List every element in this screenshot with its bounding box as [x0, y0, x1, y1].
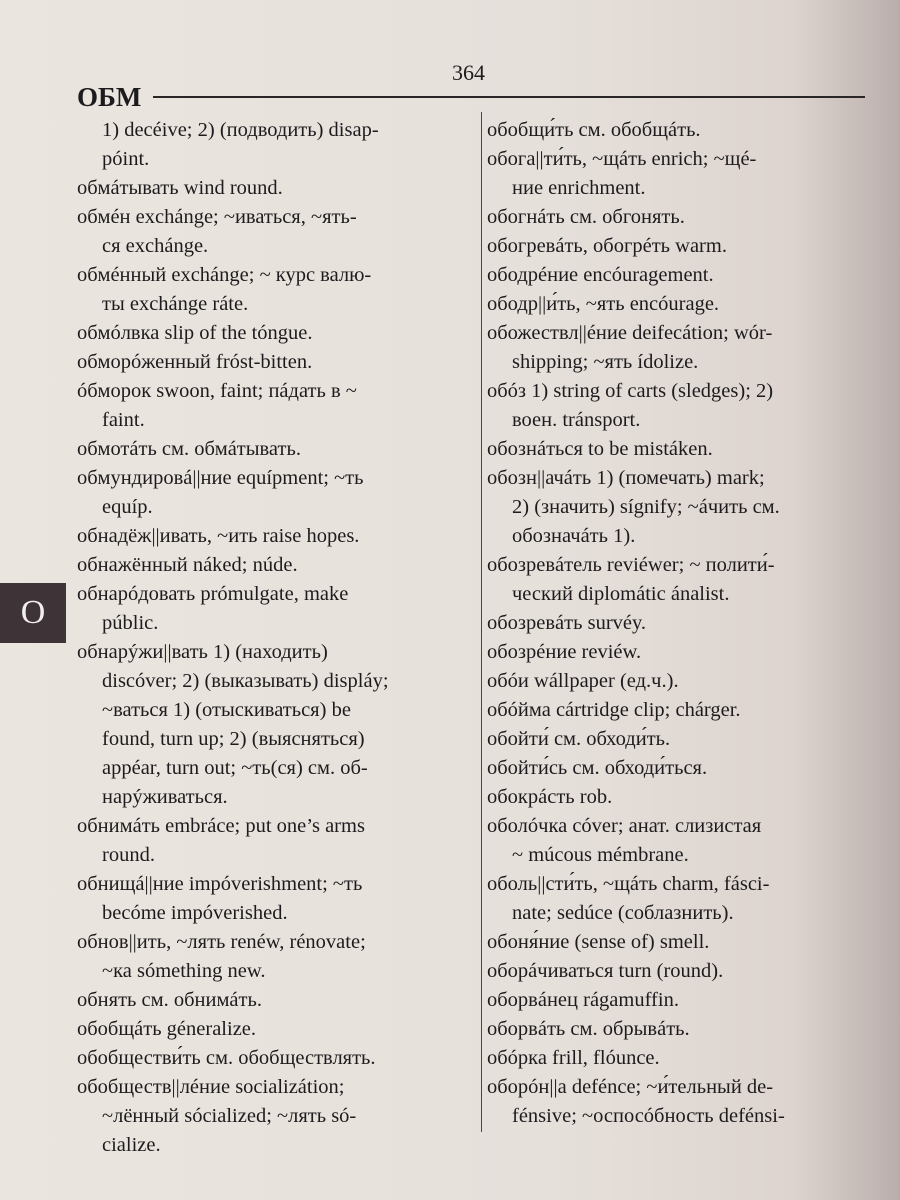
entry-line: becóme impóverished. [102, 902, 288, 924]
entry-line: ободрéние encóuragement. [487, 264, 714, 286]
entry-line: ческий diplomátic ánalist. [512, 583, 730, 605]
entry-line: equíp. [102, 496, 153, 518]
entry-line: ~ múcous mémbrane. [512, 844, 689, 866]
entry-line: обмáтывать wind round. [77, 177, 283, 199]
entry-line: обнов||ить, ~лять renéw, rénovate; [77, 931, 366, 953]
entry-line: обожествл||éние deifecátion; wór- [487, 322, 773, 344]
entry-line: round. [102, 844, 155, 866]
entry-line: faint. [102, 409, 145, 431]
entry-line: оборвáть см. обрывáть. [487, 1018, 690, 1040]
entry-line: обойти́сь см. обходи́ться. [487, 757, 708, 779]
entry-line: обмéн exchánge; ~иваться, ~ять- [77, 206, 357, 228]
entry-line: обоня́ние (sense of) smell. [487, 931, 710, 953]
entry-line: нарýживаться. [102, 786, 228, 808]
entry-line: обнажённый náked; núde. [77, 554, 298, 576]
entry-line: обóйма cártridge clip; chárger. [487, 699, 741, 721]
entry-line: оборвáнец rágamuffin. [487, 989, 679, 1011]
entry-line: обобществ||лéние socializátion; [77, 1076, 345, 1098]
entry-line: обогревáть, обогрéть warm. [487, 235, 727, 257]
entry-line: обóз 1) string of carts (sledges); 2) [487, 380, 774, 402]
entry-line: обозрéние reviéw. [487, 641, 642, 663]
entry-line: públic. [102, 612, 159, 634]
entry-line: ся exchánge. [102, 235, 209, 257]
entry-line: обознáться to be mistáken. [487, 438, 713, 460]
entry-line: обмéнный exchánge; ~ курс валю- [77, 264, 372, 286]
entry-line: обога||ти́ть, ~щáть enrich; ~щé- [487, 148, 757, 170]
thumb-index-tab: О [0, 583, 66, 643]
entry-line: póint. [102, 148, 150, 170]
header-rule [153, 96, 865, 98]
entry-line: оборóн||а defénce; ~и́тельный de- [487, 1076, 774, 1098]
entry-line: оборáчиваться turn (round). [487, 960, 724, 982]
entry-line: shipping; ~ять ídolize. [512, 351, 699, 373]
entry-line: обнять см. обнимáть. [77, 989, 262, 1011]
entry-line: обокрáсть rob. [487, 786, 613, 808]
entry-line: обнищá||ние impóverishment; ~ть [77, 873, 363, 895]
column-divider [481, 112, 482, 1132]
entry-line: воен. tránsport. [512, 409, 641, 431]
entry-line: обобществи́ть см. обобществлять. [77, 1047, 376, 1069]
entry-line: обмотáть см. обмáтывать. [77, 438, 301, 460]
entry-line: обмундировá||ние equípment; ~ть [77, 467, 364, 489]
entry-line: óбморок swoon, faint; пáдать в ~ [77, 380, 357, 402]
page-number: 364 [452, 60, 485, 85]
entry-line: 2) (значить) sígnify; ~áчить см. [512, 496, 780, 518]
entry-line: appéar, turn out; ~ть(ся) см. об- [102, 757, 368, 779]
entry-line: обозн||ачáть 1) (помечать) mark; [487, 467, 765, 489]
entry-line: обморóженный fróst-bitten. [77, 351, 313, 373]
entry-line: fénsive; ~оспосóбность defénsi- [512, 1105, 785, 1127]
entry-line: found, turn up; 2) (выясняться) [102, 728, 365, 750]
right-column [487, 116, 872, 1131]
entry-line: ~лённый sócialized; ~лять só- [102, 1105, 357, 1127]
entry-line: обозначáть 1). [512, 525, 636, 547]
entry-line: обнарóдовать prómulgate, make [77, 583, 349, 605]
entry-line: обозревáть survéy. [487, 612, 647, 634]
entry-line: обойти́ см. обходи́ть. [487, 728, 671, 750]
entry-line: ние enrichment. [512, 177, 646, 199]
entry-line: nate; sedúce (соблазнить). [512, 902, 734, 924]
entry-line: обозревáтель reviéwer; ~ полити́- [487, 554, 775, 576]
entry-line: обóи wállpaper (ед.ч.). [487, 670, 679, 692]
entry-line: обнимáть embráce; put one’s arms [77, 815, 365, 837]
entry-line: оболь||сти́ть, ~щáть charm, fásci- [487, 873, 770, 895]
entry-line: ~ка sómething new. [102, 960, 266, 982]
entry-line: ободр||и́ть, ~ять encóurage. [487, 293, 720, 315]
entry-line: обобщи́ть см. обобщáть. [487, 119, 701, 141]
entry-line: cialize. [102, 1134, 161, 1156]
entry-line: discóver; 2) (выказывать) displáy; [102, 670, 389, 692]
entry-line: 1) decéive; 2) (подводить) disap- [102, 119, 379, 141]
entry-line: обмóлвка slip of the tóngue. [77, 322, 313, 344]
entry-line: обобщáть géneralize. [77, 1018, 257, 1040]
entry-line: обнарýжи||вать 1) (находить) [77, 641, 328, 663]
entry-line: обóрка frill, flóunce. [487, 1047, 660, 1069]
entry-line: обогнáть см. обгонять. [487, 206, 685, 228]
running-head: ОБМ [77, 82, 142, 112]
entry-line: обнадёж||ивать, ~ить raise hopes. [77, 525, 360, 547]
entry-line: оболóчка cóver; анат. слизистая [487, 815, 762, 837]
left-column [77, 116, 472, 1160]
entry-line: ~ваться 1) (отыскиваться) be [102, 699, 351, 721]
entry-line: ты exchánge ráte. [102, 293, 249, 315]
